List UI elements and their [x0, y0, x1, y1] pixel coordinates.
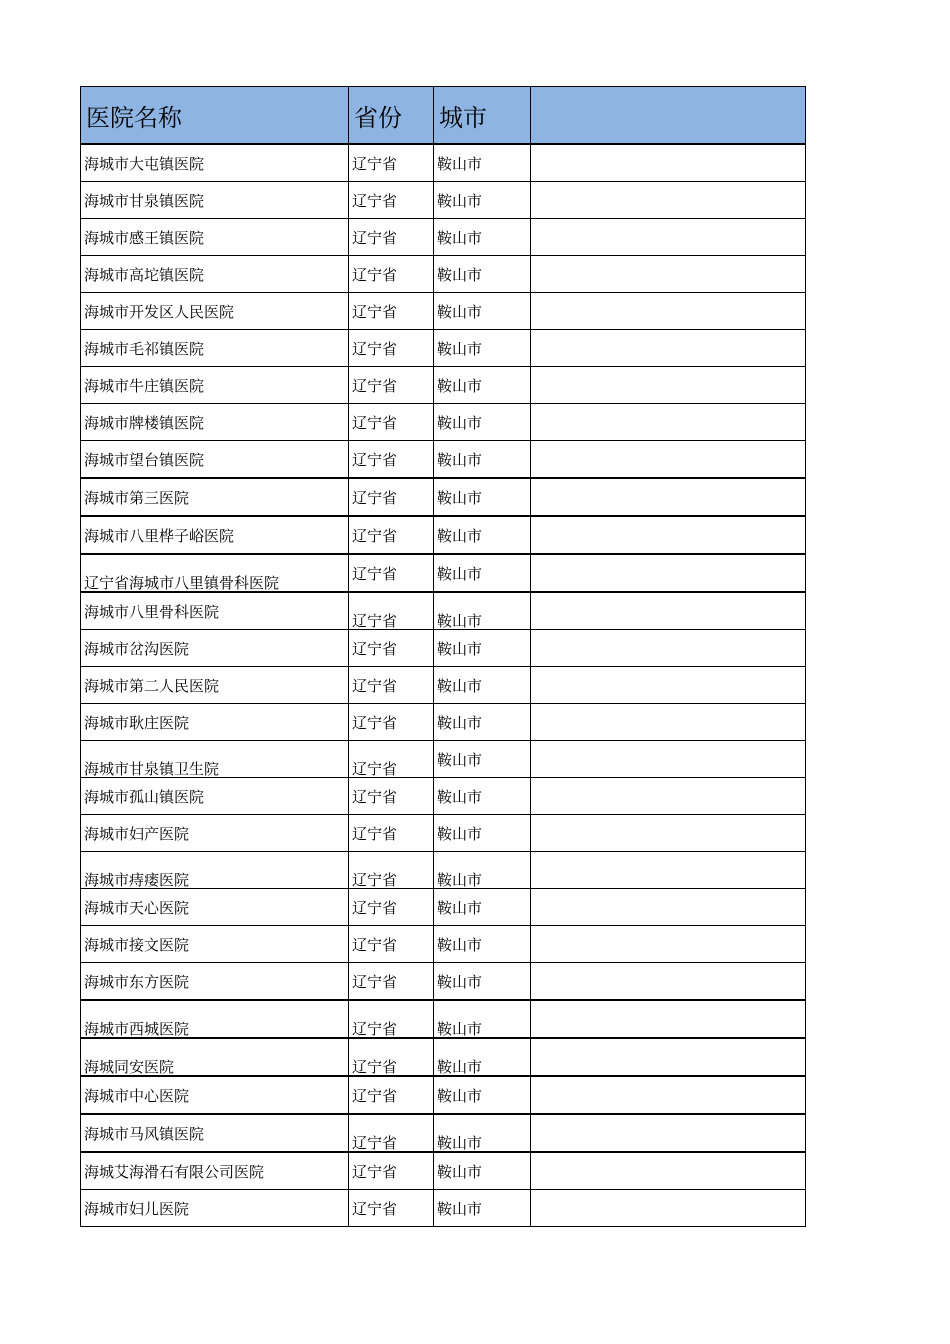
table-row: [81, 182, 806, 219]
cell-name: 辽宁省海城市八里镇骨科医院: [81, 554, 349, 592]
table-body: [81, 144, 806, 1227]
cell-city: 鞍山市: [434, 367, 531, 404]
cell-name: 海城同安医院: [81, 1038, 349, 1076]
cell-extra: [531, 367, 806, 404]
cell-city: 鞍山市: [434, 852, 531, 889]
cell-province: 辽宁省: [349, 182, 434, 219]
cell-city: 鞍山市: [434, 554, 531, 592]
cell-name: 海城市望台镇医院: [81, 441, 349, 479]
cell-name: 海城市痔瘘医院: [81, 852, 349, 889]
cell-name: 海城市牛庄镇医院: [81, 367, 349, 404]
cell-name: 海城市八里骨科医院: [81, 592, 349, 630]
cell-extra: [531, 852, 806, 889]
cell-extra: [531, 144, 806, 182]
cell-extra: [531, 1152, 806, 1190]
table-row: [81, 441, 806, 479]
cell-province: 辽宁省: [349, 404, 434, 441]
cell-extra: [531, 256, 806, 293]
cell-name: 海城市耿庄医院: [81, 704, 349, 741]
cell-name: 海城市马风镇医院: [81, 1114, 349, 1152]
table-row: [81, 704, 806, 741]
cell-extra: [531, 926, 806, 963]
table-row: [81, 554, 806, 592]
table-row: [81, 1038, 806, 1076]
table-row: [81, 815, 806, 852]
table-row: [81, 404, 806, 441]
cell-name: 海城市开发区人民医院: [81, 293, 349, 330]
cell-province: 辽宁省: [349, 1190, 434, 1227]
cell-name: 海城市第二人民医院: [81, 667, 349, 704]
cell-name: 海城市甘泉镇卫生院: [81, 741, 349, 778]
cell-name: 海城市高坨镇医院: [81, 256, 349, 293]
hospital-table: [80, 86, 806, 1227]
header-row: [81, 87, 806, 145]
cell-extra: [531, 1114, 806, 1152]
table-row: [81, 852, 806, 889]
cell-city: 鞍山市: [434, 704, 531, 741]
cell-city: 鞍山市: [434, 1152, 531, 1190]
table-row: [81, 1190, 806, 1227]
cell-province: 辽宁省: [349, 144, 434, 182]
cell-extra: [531, 889, 806, 926]
header-extra: [531, 87, 806, 145]
table-row: [81, 256, 806, 293]
cell-province: 辽宁省: [349, 926, 434, 963]
cell-name: 海城市孤山镇医院: [81, 778, 349, 815]
cell-city: 鞍山市: [434, 815, 531, 852]
cell-province: 辽宁省: [349, 1038, 434, 1076]
cell-province: 辽宁省: [349, 1000, 434, 1038]
cell-province: 辽宁省: [349, 478, 434, 516]
cell-extra: [531, 330, 806, 367]
cell-province: 辽宁省: [349, 293, 434, 330]
cell-province: 辽宁省: [349, 815, 434, 852]
table-row: [81, 1114, 806, 1152]
cell-province: 辽宁省: [349, 256, 434, 293]
table-row: [81, 778, 806, 815]
cell-extra: [531, 293, 806, 330]
cell-province: 辽宁省: [349, 330, 434, 367]
cell-extra: [531, 667, 806, 704]
table-row: [81, 330, 806, 367]
cell-city: 鞍山市: [434, 1114, 531, 1152]
cell-name: 海城市东方医院: [81, 963, 349, 1001]
table-row: [81, 963, 806, 1001]
cell-extra: [531, 1000, 806, 1038]
cell-name: 海城市妇产医院: [81, 815, 349, 852]
cell-extra: [531, 1076, 806, 1114]
cell-name: 海城市大屯镇医院: [81, 144, 349, 182]
cell-extra: [531, 478, 806, 516]
cell-extra: [531, 778, 806, 815]
cell-city: 鞍山市: [434, 741, 531, 778]
table-row: [81, 1000, 806, 1038]
cell-province: 辽宁省: [349, 963, 434, 1001]
cell-city: 鞍山市: [434, 1038, 531, 1076]
cell-city: 鞍山市: [434, 592, 531, 630]
table-row: [81, 926, 806, 963]
table-row: [81, 630, 806, 667]
cell-name: 海城市甘泉镇医院: [81, 182, 349, 219]
cell-extra: [531, 741, 806, 778]
cell-province: 辽宁省: [349, 554, 434, 592]
cell-extra: [531, 592, 806, 630]
cell-city: 鞍山市: [434, 778, 531, 815]
cell-extra: [531, 963, 806, 1001]
table-row: [81, 367, 806, 404]
cell-city: 鞍山市: [434, 1190, 531, 1227]
cell-province: 辽宁省: [349, 852, 434, 889]
table-row: [81, 1152, 806, 1190]
cell-extra: [531, 404, 806, 441]
cell-province: 辽宁省: [349, 1152, 434, 1190]
cell-province: 辽宁省: [349, 778, 434, 815]
cell-name: 海城市妇儿医院: [81, 1190, 349, 1227]
cell-city: 鞍山市: [434, 1000, 531, 1038]
cell-province: 辽宁省: [349, 516, 434, 554]
table-row: [81, 667, 806, 704]
table-row: [81, 741, 806, 778]
cell-city: 鞍山市: [434, 516, 531, 554]
cell-city: 鞍山市: [434, 256, 531, 293]
cell-name: 海城市中心医院: [81, 1076, 349, 1114]
cell-province: 辽宁省: [349, 667, 434, 704]
header-hospital-name: 医院名称: [81, 87, 349, 145]
header-province: 省份: [349, 87, 434, 145]
cell-province: 辽宁省: [349, 592, 434, 630]
cell-name: 海城市接文医院: [81, 926, 349, 963]
cell-extra: [531, 516, 806, 554]
cell-name: 海城市毛祁镇医院: [81, 330, 349, 367]
cell-province: 辽宁省: [349, 741, 434, 778]
cell-city: 鞍山市: [434, 404, 531, 441]
cell-extra: [531, 704, 806, 741]
table-row: [81, 293, 806, 330]
cell-extra: [531, 182, 806, 219]
cell-name: 海城市感王镇医院: [81, 219, 349, 256]
cell-city: 鞍山市: [434, 889, 531, 926]
cell-province: 辽宁省: [349, 1076, 434, 1114]
cell-name: 海城市八里桦子峪医院: [81, 516, 349, 554]
cell-province: 辽宁省: [349, 219, 434, 256]
cell-province: 辽宁省: [349, 630, 434, 667]
cell-city: 鞍山市: [434, 478, 531, 516]
cell-city: 鞍山市: [434, 1076, 531, 1114]
table-row: [81, 889, 806, 926]
table-row: [81, 478, 806, 516]
cell-province: 辽宁省: [349, 441, 434, 479]
cell-extra: [531, 1190, 806, 1227]
cell-name: 海城市岔沟医院: [81, 630, 349, 667]
cell-province: 辽宁省: [349, 1114, 434, 1152]
cell-name: 海城艾海滑石有限公司医院: [81, 1152, 349, 1190]
cell-city: 鞍山市: [434, 441, 531, 479]
cell-province: 辽宁省: [349, 889, 434, 926]
cell-province: 辽宁省: [349, 704, 434, 741]
table-row: [81, 592, 806, 630]
cell-extra: [531, 554, 806, 592]
cell-extra: [531, 219, 806, 256]
table-row: [81, 516, 806, 554]
cell-city: 鞍山市: [434, 630, 531, 667]
cell-city: 鞍山市: [434, 963, 531, 1001]
cell-city: 鞍山市: [434, 293, 531, 330]
table-row: [81, 144, 806, 182]
cell-city: 鞍山市: [434, 926, 531, 963]
cell-city: 鞍山市: [434, 219, 531, 256]
cell-city: 鞍山市: [434, 182, 531, 219]
cell-extra: [531, 441, 806, 479]
cell-name: 海城市牌楼镇医院: [81, 404, 349, 441]
table-row: [81, 219, 806, 256]
cell-name: 海城市天心医院: [81, 889, 349, 926]
table-row: [81, 1076, 806, 1114]
cell-city: 鞍山市: [434, 667, 531, 704]
cell-province: 辽宁省: [349, 367, 434, 404]
cell-city: 鞍山市: [434, 330, 531, 367]
cell-extra: [531, 630, 806, 667]
header-city: 城市: [434, 87, 531, 145]
cell-city: 鞍山市: [434, 144, 531, 182]
cell-name: 海城市第三医院: [81, 478, 349, 516]
cell-extra: [531, 1038, 806, 1076]
cell-name: 海城市西城医院: [81, 1000, 349, 1038]
cell-extra: [531, 815, 806, 852]
